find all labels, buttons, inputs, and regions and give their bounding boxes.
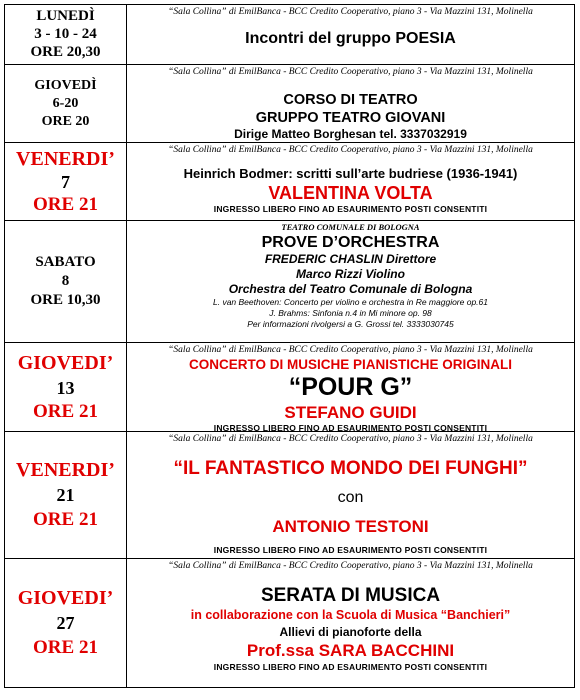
- event-title: CORSO DI TEATRO: [283, 92, 418, 108]
- event-venue: “Sala Collina” di EmilBanca - BCC Credito Cooperativo, piano 3 - Via Mazzini 131, Molinella: [168, 145, 533, 155]
- event-details: [127, 65, 574, 142]
- event-row-orchestra: [4, 221, 575, 343]
- event-title: “IL FANTASTICO MONDO DEI FUNGHI”: [173, 458, 528, 479]
- event-footer-note: INGRESSO LIBERO FINO AD ESAURIMENTO POSTI CONSENTITI: [213, 204, 488, 214]
- event-details: [127, 432, 574, 558]
- event-dates: 27: [56, 613, 75, 633]
- event-title: SERATA DI MUSICA: [260, 585, 441, 606]
- event-subtitle: CONCERTO DI MUSICHE PIANISTICHE ORIGINALI: [188, 357, 513, 372]
- event-speaker: ANTONIO TESTONI: [272, 517, 429, 536]
- event-hour: ORE 10,30: [30, 292, 101, 308]
- event-subtitle: GRUPPO TEATRO GIOVANI: [255, 110, 446, 126]
- event-hour: ORE 21: [33, 509, 98, 530]
- event-day: GIOVEDI’: [17, 587, 114, 609]
- event-footer-note: INGRESSO LIBERO FINO AD ESAURIMENTO POSTI CONSENTITI: [213, 423, 488, 433]
- event-date-cell: [5, 65, 127, 142]
- event-dates: 8: [61, 273, 70, 289]
- event-dates: 21: [56, 485, 75, 505]
- event-footer-note: INGRESSO LIBERO FINO AD ESAURIMENTO POSTI CONSENTITI: [213, 545, 488, 555]
- event-program-item: J. Brahms: Sinfonia n.4 in Mi minore op. 98: [269, 308, 432, 318]
- event-details: [127, 221, 574, 342]
- event-day: LUNEDÌ: [36, 8, 95, 24]
- event-speaker: VALENTINA VOLTA: [268, 183, 433, 203]
- event-venue: “Sala Collina” di EmilBanca - BCC Credito Cooperativo, piano 3 - Via Mazzini 131, Molinella: [168, 434, 533, 444]
- event-orchestra: Orchestra del Teatro Comunale di Bologna: [228, 282, 473, 296]
- event-date-cell: [5, 432, 127, 558]
- event-date-cell: [5, 5, 127, 64]
- event-day: SABATO: [35, 254, 96, 270]
- event-hour: ORE 20,30: [30, 44, 101, 60]
- event-row-teatro: [4, 65, 575, 143]
- event-date-cell: [5, 221, 127, 342]
- event-dates: 3 - 10 - 24: [34, 26, 97, 42]
- event-dates: 7: [61, 172, 70, 192]
- event-details: [127, 343, 574, 431]
- event-venue: “Sala Collina” di EmilBanca - BCC Credito Cooperativo, piano 3 - Via Mazzini 131, Molinella: [168, 7, 533, 17]
- event-row-poesia: [4, 4, 575, 65]
- event-subtitle: Heinrich Bodmer: scritti sull’arte budriese (1936-1941): [183, 166, 518, 181]
- event-program-item: L. van Beethoven: Concerto per violino e orchestra in Re maggiore op.61: [213, 297, 488, 307]
- event-director: Dirige Matteo Borghesan tel. 3337032919: [234, 127, 467, 141]
- event-connector: con: [337, 489, 364, 506]
- event-venue: TEATRO COMUNALE DI BOLOGNA: [281, 222, 420, 232]
- event-date-cell: [5, 343, 127, 431]
- event-date-cell: [5, 143, 127, 220]
- event-venue: “Sala Collina” di EmilBanca - BCC Credito Cooperativo, piano 3 - Via Mazzini 131, Molinella: [168, 561, 533, 571]
- event-venue: “Sala Collina” di EmilBanca - BCC Credito Cooperativo, piano 3 - Via Mazzini 131, Molinella: [168, 345, 533, 355]
- event-day: VENERDI’: [16, 148, 115, 170]
- event-dates: 13: [56, 377, 75, 398]
- event-venue: “Sala Collina” di EmilBanca - BCC Credito Cooperativo, piano 3 - Via Mazzini 131, Molinella: [168, 67, 533, 77]
- event-hour: ORE 20: [41, 113, 90, 129]
- event-speaker: STEFANO GUIDI: [284, 403, 417, 422]
- event-conductor: FREDERIC CHASLIN Direttore: [264, 252, 437, 266]
- event-row-serata: [4, 559, 575, 688]
- event-hour: ORE 21: [33, 194, 98, 215]
- event-info: Per informazioni rivolgersi a G. Grossi tel. 3333030745: [247, 319, 454, 329]
- event-row-funghi: [4, 432, 575, 559]
- event-date-cell: [5, 559, 127, 687]
- event-day: VENERDI’: [16, 459, 115, 481]
- event-title: PROVE D’ORCHESTRA: [261, 234, 440, 251]
- event-title: “POUR G”: [288, 373, 413, 401]
- event-hour: ORE 21: [33, 637, 98, 658]
- event-dates: 6-20: [52, 95, 79, 111]
- event-students: Allievi di pianoforte della: [279, 625, 422, 639]
- event-collaboration: in collaborazione con la Scuola di Musica “Banchieri”: [190, 608, 511, 622]
- event-day: GIOVEDI’: [17, 351, 114, 374]
- event-schedule: [4, 4, 575, 688]
- event-soloist: Marco Rizzi Violino: [296, 267, 405, 281]
- event-details: [127, 143, 574, 220]
- event-title: Incontri del gruppo POESIA: [245, 30, 456, 47]
- event-footer-note: INGRESSO LIBERO FINO AD ESAURIMENTO POSTI CONSENTITI: [213, 662, 488, 672]
- event-details: [127, 559, 574, 687]
- event-hour: ORE 21: [33, 400, 98, 422]
- event-row-bodmer: [4, 143, 575, 221]
- event-day: GIOVEDÌ: [34, 77, 97, 93]
- event-details: [127, 5, 574, 64]
- event-row-pour-g: [4, 343, 575, 432]
- event-teacher: Prof.ssa SARA BACCHINI: [246, 641, 455, 660]
